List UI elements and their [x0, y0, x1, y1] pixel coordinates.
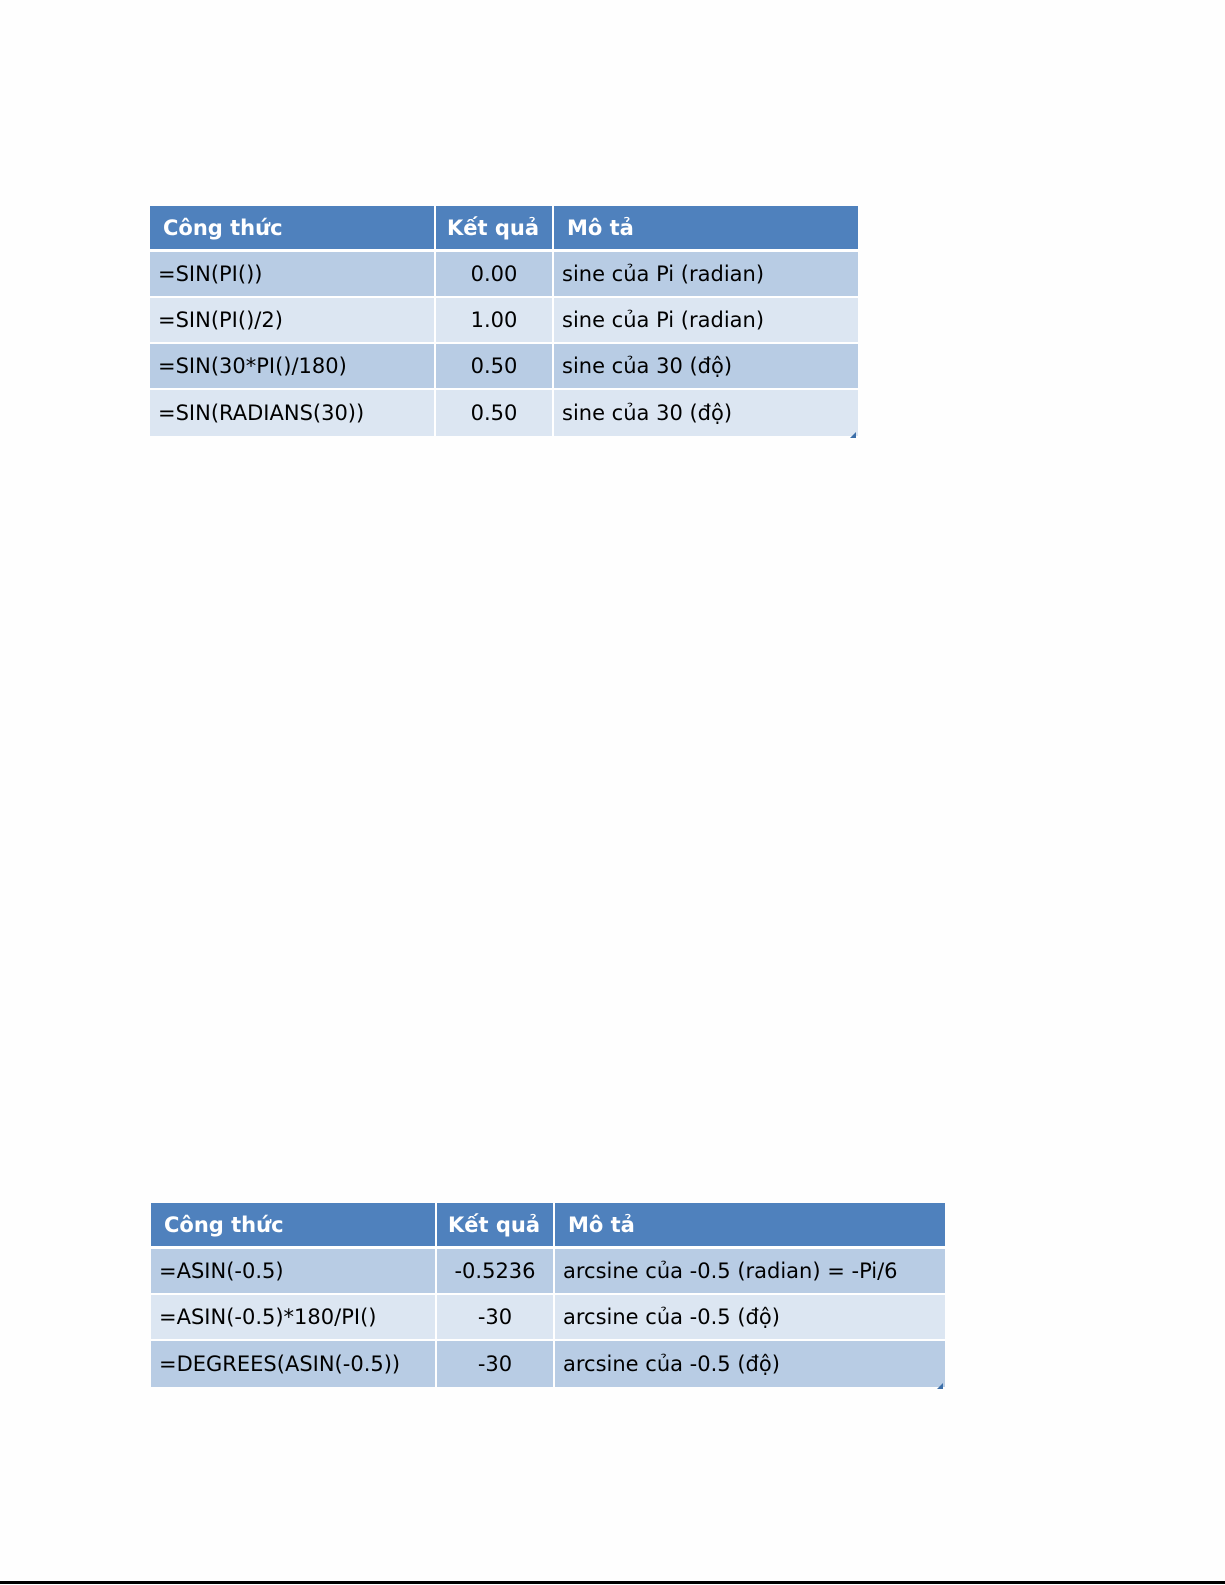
header-description: Mô tả	[554, 206, 858, 252]
description-cell: sine của 30 (độ)	[554, 390, 858, 436]
sin-formula-table	[150, 206, 858, 436]
page-bottom-rule	[0, 1581, 1225, 1584]
table-row	[151, 1249, 945, 1295]
header-result: Kết quả	[436, 206, 554, 252]
formula-cell: =ASIN(-0.5)*180/PI()	[151, 1295, 437, 1341]
description-cell: sine của Pi (radian)	[554, 252, 858, 298]
formula-cell: =SIN(30*PI()/180)	[150, 344, 436, 390]
description-cell: sine của 30 (độ)	[554, 344, 858, 390]
result-cell: 1.00	[436, 298, 554, 344]
formula-cell: =SIN(RADIANS(30))	[150, 390, 436, 436]
description-cell: arcsine của -0.5 (radian) = -Pi/6	[555, 1249, 945, 1295]
table-row	[150, 298, 858, 344]
table-row	[150, 390, 858, 436]
table-row	[150, 252, 858, 298]
result-cell: 0.50	[436, 390, 554, 436]
description-cell: arcsine của -0.5 (độ)	[555, 1341, 945, 1387]
formula-cell: =SIN(PI()/2)	[150, 298, 436, 344]
header-result: Kết quả	[437, 1203, 555, 1249]
formula-cell: =SIN(PI())	[150, 252, 436, 298]
header-description: Mô tả	[555, 1203, 945, 1249]
table-row	[151, 1295, 945, 1341]
description-cell: arcsine của -0.5 (độ)	[555, 1295, 945, 1341]
table-header-row	[151, 1203, 945, 1249]
description-cell: sine của Pi (radian)	[554, 298, 858, 344]
result-cell: -30	[437, 1341, 555, 1387]
header-formula: Công thức	[151, 1203, 437, 1249]
table-header-row	[150, 206, 858, 252]
result-cell: 0.00	[436, 252, 554, 298]
result-cell: 0.50	[436, 344, 554, 390]
table-row	[150, 344, 858, 390]
result-cell: -0.5236	[437, 1249, 555, 1295]
formula-cell: =DEGREES(ASIN(-0.5))	[151, 1341, 437, 1387]
table-row	[151, 1341, 945, 1387]
asin-formula-table	[151, 1203, 945, 1387]
formula-cell: =ASIN(-0.5)	[151, 1249, 437, 1295]
header-formula: Công thức	[150, 206, 436, 252]
result-cell: -30	[437, 1295, 555, 1341]
